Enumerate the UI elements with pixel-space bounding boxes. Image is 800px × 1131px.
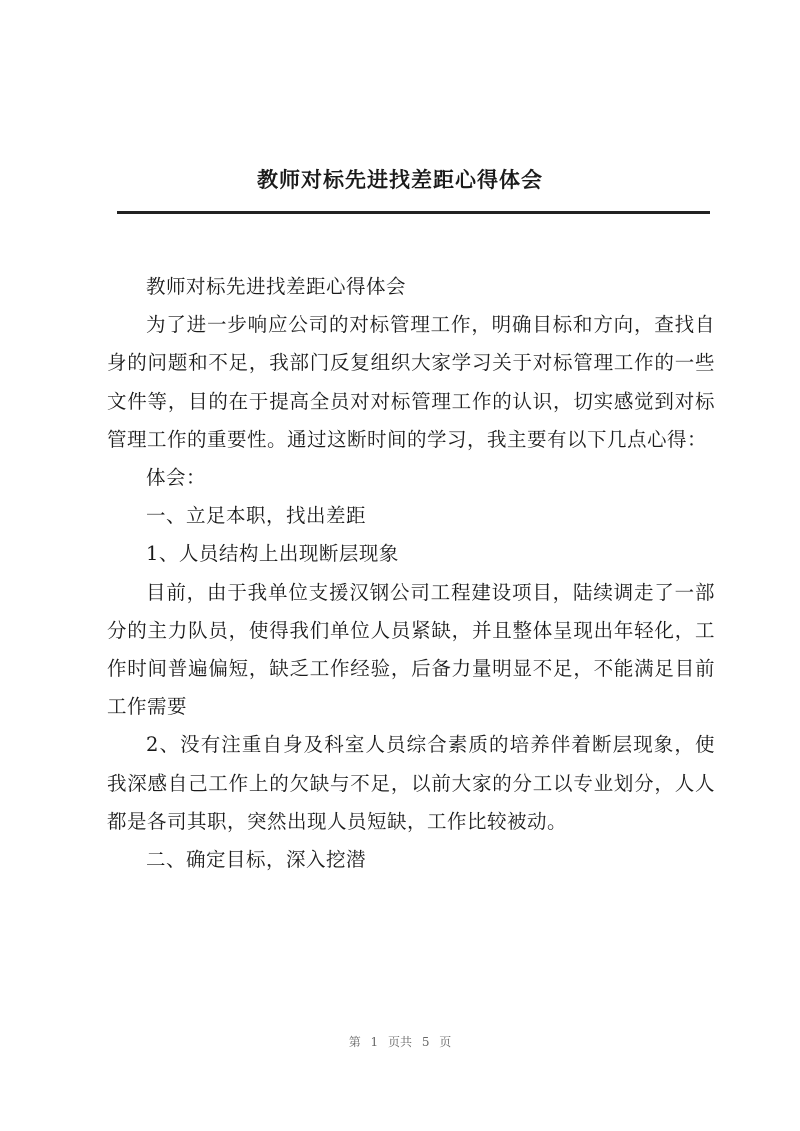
document-title: 教师对标先进找差距心得体会 bbox=[257, 168, 543, 192]
section-label: 体会： bbox=[146, 466, 207, 490]
section-heading-1: 一、立足本职，找出差距 bbox=[146, 504, 367, 528]
page-number-footer: 第 1 页共 5 页 bbox=[348, 1035, 452, 1049]
document-body bbox=[107, 268, 715, 879]
subheading-2-paragraph: 2、没有注重自身及科室人员综合素质的培养伴着断层现象，使我深感自己工作上的欠缺与不足，以前大家的分工以专业划分，人人都是各司其职，突然出现人员短缺，工作比较被动。 bbox=[107, 733, 715, 833]
title-divider bbox=[117, 211, 710, 214]
body-heading: 教师对标先进找差距心得体会 bbox=[146, 275, 407, 298]
intro-paragraph: 为了进一步响应公司的对标管理工作，明确目标和方向，查找自身的问题和不足，我部门反复组织大家学习关于对标管理工作的一些文件等，目的在于提高全员对对标管理工作的认识，切实感觉到对标管理工作的重要性。通过这断时间的学习，我主要有以下几点心得： bbox=[107, 313, 715, 451]
section-heading-2: 二、确定目标，深入挖潜 bbox=[146, 848, 367, 872]
subheading-1: 1、人员结构上出现断层现象 bbox=[146, 542, 399, 566]
body-paragraph: 目前，由于我单位支援汉钢公司工程建设项目，陆续调走了一部分的主力队员，使得我们单位人员紧缺，并且整体呈现出年轻化，工作时间普遍偏短，缺乏工作经验，后备力量明显不足，不能满足目前工作需要 bbox=[107, 580, 715, 719]
